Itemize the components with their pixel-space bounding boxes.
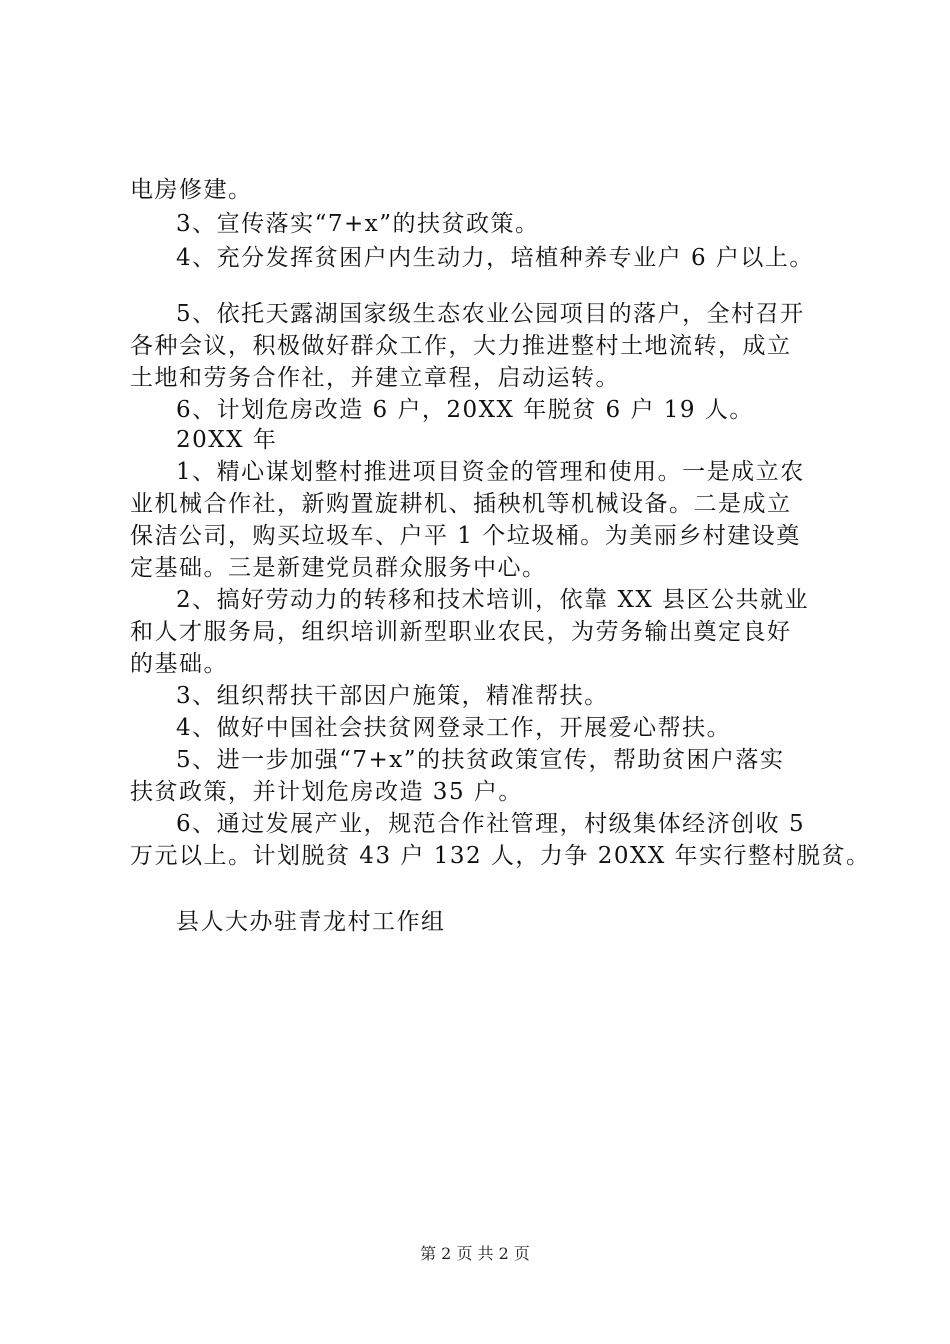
text-line: 各种会议，积极做好群众工作，大力推进整村土地流转，成立 [130, 333, 792, 359]
text-line: 1、精心谋划整村推进项目资金的管理和使用。一是成立农 [176, 459, 805, 485]
text-line: 定基础。三是新建党员群众服务中心。 [130, 555, 547, 581]
text-line: 电房修建。 [130, 177, 253, 203]
text-line: 4、充分发挥贫困户内生动力，培植种养专业户 6 户以上。 [176, 245, 814, 271]
text-line: 和人才服务局，组织培训新型职业农民，为劳务输出奠定良好 [130, 619, 792, 645]
text-line: 3、组织帮扶干部因户施策，精准帮扶。 [176, 683, 609, 709]
text-line: 万元以上。计划脱贫 43 户 132 人，力争 20XX 年实行整村脱贫。 [130, 843, 871, 869]
text-line: 业机械合作社，新购置旋耕机、插秧机等机械设备。二是成立 [130, 491, 792, 517]
text-line: 6、通过发展产业，规范合作社管理，村级集体经济创收 5 [176, 811, 806, 837]
text-line: 扶贫政策，并计划危房改造 35 户。 [130, 779, 523, 805]
text-line: 3、宣传落实“7+x”的扶贫政策。 [176, 211, 540, 237]
page-number-footer: 第 2 页 共 2 页 [420, 1244, 530, 1263]
text-line: 保洁公司，购买垃圾车、户平 1 个垃圾桶。为美丽乡村建设奠 [130, 523, 801, 549]
text-line: 5、依托天露湖国家级生态农业公园项目的落户，全村召开 [176, 301, 805, 327]
signature-line: 县人大办驻青龙村工作组 [176, 909, 446, 935]
text-line: 4、做好中国社会扶贫网登录工作，开展爱心帮扶。 [176, 715, 732, 741]
text-line: 6、计划危房改造 6 户，20XX 年脱贫 6 户 19 人。 [176, 397, 754, 423]
text-line: 5、进一步加强“7+x”的扶贫政策宣传，帮助贫困户落实 [176, 747, 785, 773]
section-heading: 20XX 年 [176, 427, 278, 453]
text-line: 土地和劳务合作社，并建立章程，启动运转。 [130, 365, 620, 391]
text-line: 2、搞好劳动力的转移和技术培训，依靠 XX 县区公共就业 [176, 587, 810, 613]
text-line: 的基础。 [130, 651, 228, 677]
